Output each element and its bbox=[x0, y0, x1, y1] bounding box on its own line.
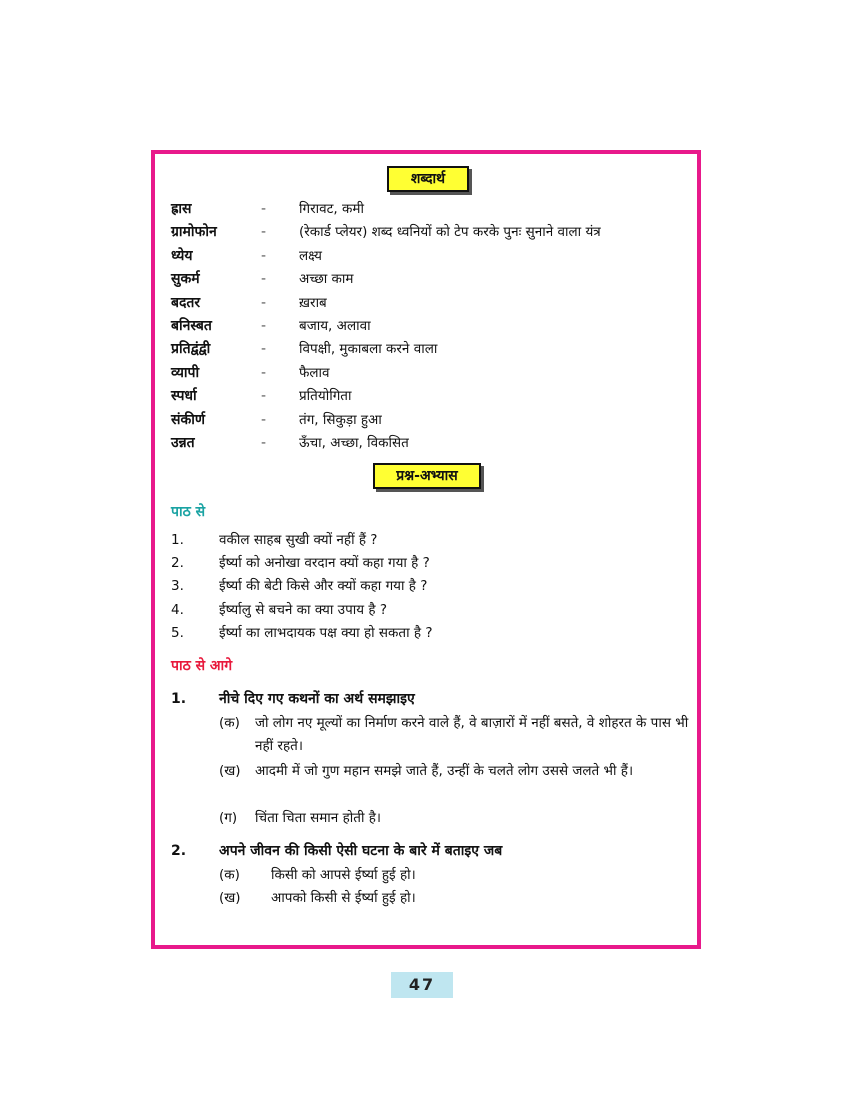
glossary-entry bbox=[171, 432, 691, 455]
glossary-dash: - bbox=[261, 271, 267, 288]
glossary-meaning: फैलाव bbox=[299, 364, 330, 381]
glossary-term: ह्रास bbox=[171, 201, 192, 217]
question-text: ईर्ष्यालु से बचने का क्या उपाय है ? bbox=[219, 601, 387, 618]
page-number: 47 bbox=[391, 972, 453, 998]
part-label: (ग) bbox=[219, 810, 238, 826]
glossary-heading: शब्दार्थ bbox=[387, 166, 469, 192]
glossary-entry bbox=[171, 385, 691, 408]
part-label: (क) bbox=[219, 867, 240, 883]
glossary-entry bbox=[171, 338, 691, 361]
section-title-beyond-lesson: पाठ से आगे bbox=[171, 658, 233, 674]
question-text: अपने जीवन की किसी ऐसी घटना के बारे में बताइए जब bbox=[219, 843, 503, 859]
question-number: 3. bbox=[171, 578, 184, 595]
question-number: 5. bbox=[171, 624, 184, 641]
glossary-meaning: लक्ष्य bbox=[299, 247, 322, 264]
question-number: 1. bbox=[171, 691, 187, 707]
question-text: ईर्ष्या का लाभदायक पक्ष क्या हो सकता है ? bbox=[219, 624, 433, 641]
question-text: ईर्ष्या को अनोखा वरदान क्यों कहा गया है ? bbox=[219, 555, 430, 572]
question-number: 4. bbox=[171, 601, 184, 618]
question-2-part-b bbox=[219, 887, 694, 910]
glossary-meaning: प्रतियोगिता bbox=[299, 388, 352, 405]
glossary-term: उन्नत bbox=[171, 435, 195, 451]
question-number: 2. bbox=[171, 555, 184, 572]
question-text: नीचे दिए गए कथनों का अर्थ समझाइए bbox=[219, 691, 415, 707]
glossary-term: सुकर्म bbox=[171, 271, 200, 288]
part-label: (क) bbox=[219, 715, 240, 731]
glossary-term: संकीर्ण bbox=[171, 411, 205, 428]
section-title-from-lesson: पाठ से bbox=[171, 504, 206, 520]
part-text: किसी को आपसे ईर्ष्या हुई हो। bbox=[271, 867, 416, 883]
glossary-dash: - bbox=[261, 247, 267, 264]
question-number: 2. bbox=[171, 843, 187, 859]
glossary-meaning: ख़राब bbox=[299, 294, 327, 311]
glossary-meaning: ऊँचा, अच्छा, विकसित bbox=[299, 435, 409, 451]
glossary-term: ध्येय bbox=[171, 247, 193, 264]
glossary-meaning: तंग, सिकुड़ा हुआ bbox=[299, 411, 382, 428]
glossary-dash: - bbox=[261, 388, 267, 405]
glossary-entry bbox=[171, 221, 691, 244]
question-text: ईर्ष्या की बेटी किसे और क्यों कहा गया है ? bbox=[219, 578, 428, 595]
glossary-dash: - bbox=[261, 201, 267, 217]
glossary-meaning: गिरावट, कमी bbox=[299, 201, 364, 217]
glossary-entry bbox=[171, 245, 691, 268]
question-2-part-a bbox=[219, 864, 694, 887]
glossary-term: बनिस्बत bbox=[171, 318, 212, 334]
glossary-meaning: बजाय, अलावा bbox=[299, 318, 371, 334]
exercise-heading: प्रश्न-अभ्यास bbox=[373, 463, 481, 489]
glossary-entry bbox=[171, 409, 691, 432]
glossary-meaning: विपक्षी, मुकाबला करने वाला bbox=[299, 341, 438, 358]
glossary-meaning: अच्छा काम bbox=[299, 271, 354, 288]
part-text: आपको किसी से ईर्ष्या हुई हो। bbox=[271, 890, 416, 906]
part-text: चिंता चिता समान होती है। bbox=[255, 810, 382, 826]
glossary-term: बदतर bbox=[171, 294, 201, 311]
glossary-dash: - bbox=[261, 435, 267, 451]
part-label: (ख) bbox=[219, 890, 241, 906]
part-text: आदमी में जो गुण महान समझे जाते हैं, उन्हीं के चलते लोग उससे जलते भी हैं। bbox=[255, 763, 634, 779]
glossary-term: व्यापी bbox=[171, 364, 200, 381]
question-text: वकील साहब सुखी क्यों नहीं हैं ? bbox=[219, 532, 378, 548]
part-label: (ख) bbox=[219, 763, 241, 779]
glossary-term: ग्रामोफोन bbox=[171, 224, 217, 241]
glossary-dash: - bbox=[261, 224, 267, 241]
question-1-part-b bbox=[219, 760, 694, 783]
question-number: 1. bbox=[171, 532, 184, 548]
glossary-entry bbox=[171, 268, 691, 291]
glossary-entry bbox=[171, 292, 691, 315]
glossary-dash: - bbox=[261, 294, 267, 311]
glossary-entry bbox=[171, 362, 691, 385]
glossary-entry bbox=[171, 198, 691, 221]
glossary-dash: - bbox=[261, 364, 267, 381]
glossary-term: प्रतिद्वंद्वी bbox=[171, 341, 211, 358]
glossary-term: स्पर्धा bbox=[171, 388, 197, 405]
part-text: जो लोग नए मूल्यों का निर्माण करने वाले हैं, वे बाज़ारों में नहीं बसते, वे शोहरत के पास भी नहीं रहते। bbox=[255, 715, 689, 754]
question-1-part-a bbox=[219, 712, 694, 758]
glossary-dash: - bbox=[261, 341, 267, 358]
glossary-meaning: (रेकार्ड प्लेयर) शब्द ध्वनियों को टेप करके पुनः सुनाने वाला यंत्र bbox=[299, 224, 601, 241]
question-1-part-c bbox=[219, 807, 694, 830]
question-2 bbox=[171, 840, 681, 863]
content-frame bbox=[151, 150, 701, 949]
question-1 bbox=[171, 688, 681, 711]
glossary-entry bbox=[171, 315, 691, 338]
glossary-dash: - bbox=[261, 318, 267, 334]
glossary-dash: - bbox=[261, 411, 267, 428]
